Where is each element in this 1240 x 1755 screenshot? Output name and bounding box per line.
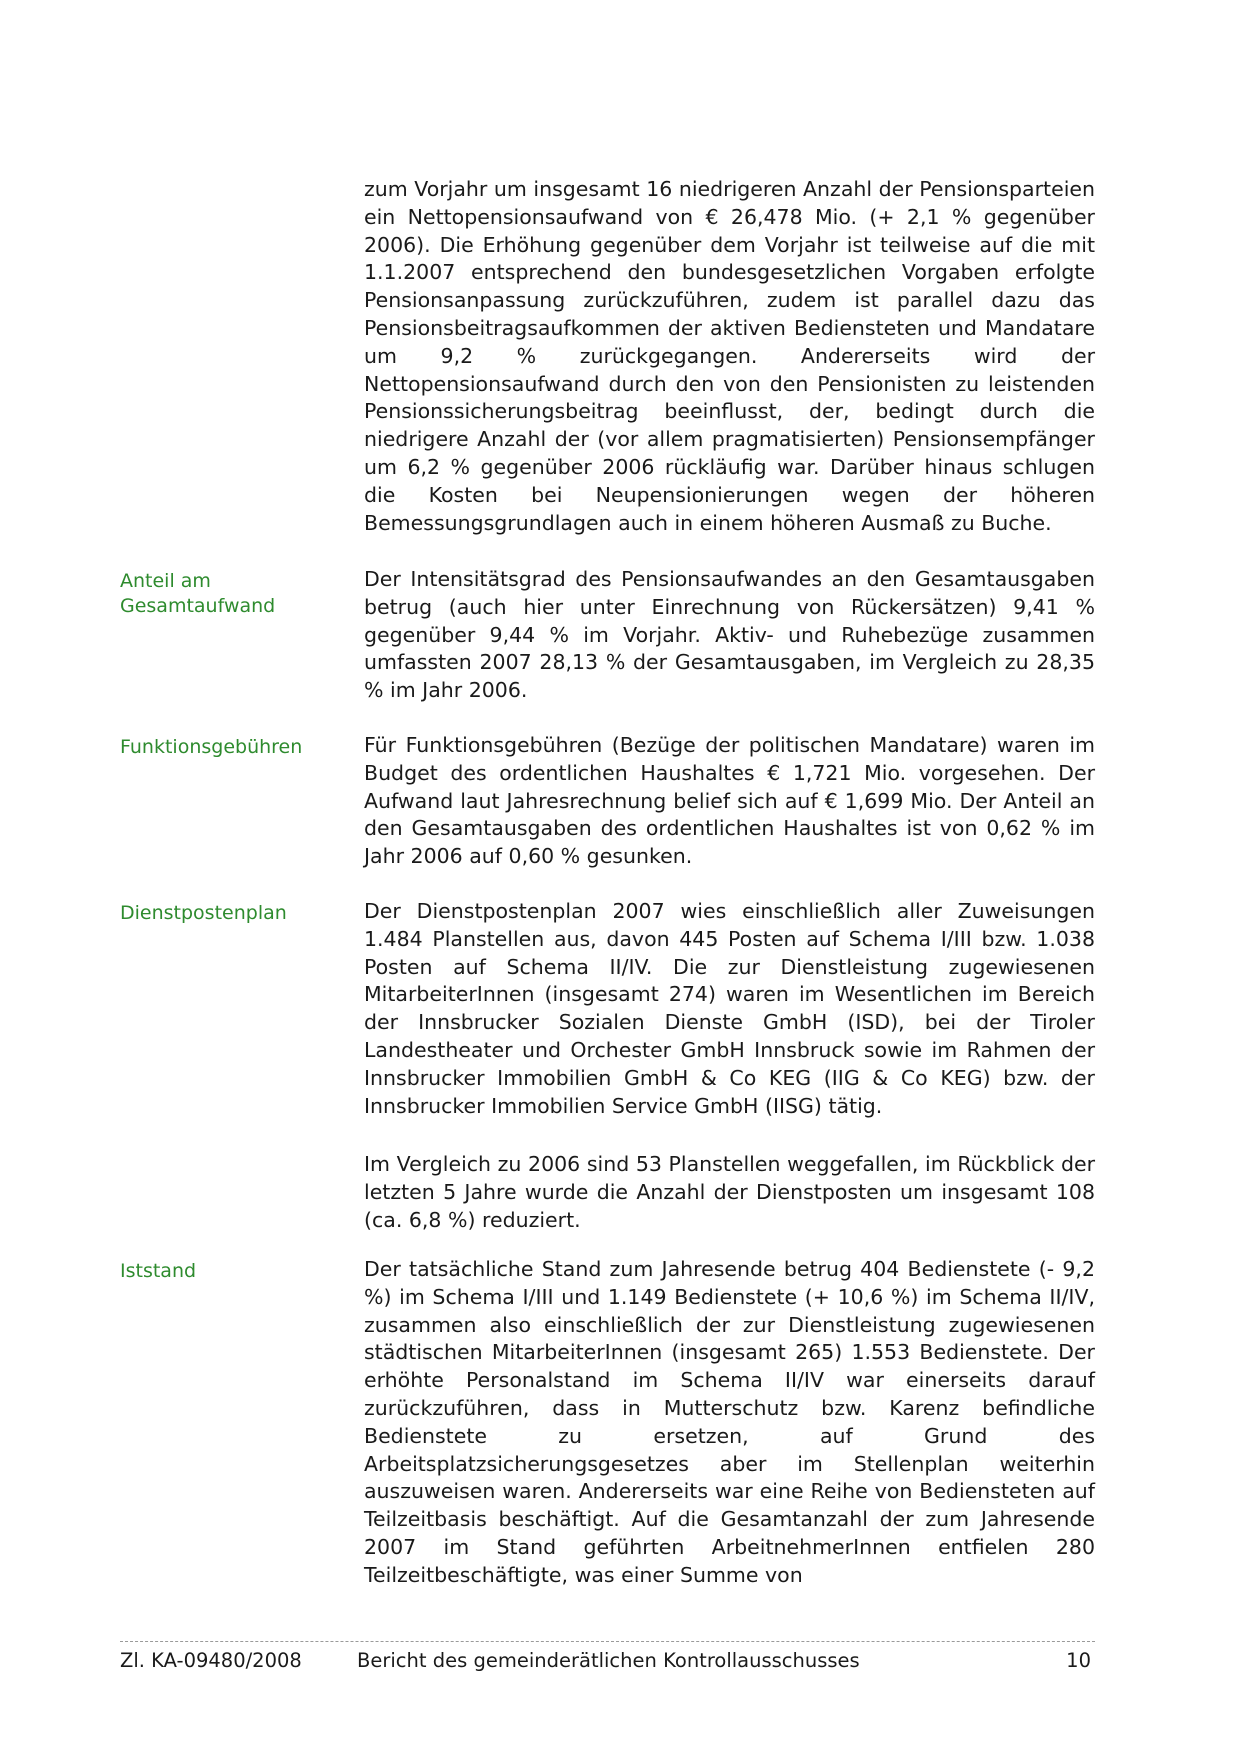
paragraph-pensionsaufwand: zum Vorjahr um insgesamt 16 niedrigeren Anzahl der Pensionsparteien ein Nettopensionsaufwand von € 26,478 Mio. (+ 2,1 % gegenüber 2006). Die Erhöhung gegenüber dem Vorjahr ist teilweise auf die mit 1.1.2007 entsprechend den bundesgesetzlichen Vorgaben erfolgte Pensionsanpassung zurückzuführen, zudem ist parallel dazu das Pensionsbeitragsaufkommen der aktiven Bediensteten und Mandatare um 9,2 % zurückgegangen. Andererseits wird der Nettopensionsaufwand durch den von den Pensionisten zu leistenden Pensionssicherungsbeitrag beeinflusst, der, bedingt durch die niedrigere Anzahl der (vor allem pragmatisierten) Pensionsempfänger um 6,2 % gegenüber 2006 rückläufig war. Darüber hinaus schlugen die Kosten bei Neupensionierungen wegen der höheren Bemessungsgrundlagen auch in einem höheren Ausmaß zu Buche. [364, 177, 1095, 535]
side-label-anteil-line1: Anteil am [120, 570, 211, 592]
footer-title: Bericht des gemeinderätlichen Kontrollausschusses [357, 1649, 860, 1672]
footer-divider [120, 1641, 1095, 1642]
side-label-dienstpostenplan: Dienstpostenplan [120, 902, 287, 924]
page-number: 10 [1066, 1649, 1091, 1672]
footer-reference: Zl. KA-09480/2008 [120, 1649, 302, 1672]
side-label-anteil-line2: Gesamtaufwand [120, 595, 276, 617]
paragraph-vergleich: Im Vergleich zu 2006 sind 53 Planstellen weggefallen, im Rückblick der letzten 5 Jahre wurde die Anzahl der Dienstposten um insgesamt 108 (ca. 6,8 %) reduziert. [364, 1152, 1095, 1232]
side-label-anteil [120, 569, 340, 619]
paragraph-iststand: Der tatsächliche Stand zum Jahresende betrug 404 Bedienstete (- 9,2 %) im Schema I/III und 1.149 Bedienstete (+ 10,6 %) im Schema II/IV, zusammen also einschließlich der zur Dienstleistung zugewiesenen städtischen MitarbeiterInnen (insgesamt 265) 1.553 Bedienstete. Der erhöhte Personalstand im Schema II/IV war einerseits darauf zurückzuführen, dass in Mutterschutz bzw. Karenz befindliche Bedienstete zu ersetzen, auf Grund des Arbeitsplatzsicherungsgesetzes aber im Stellenplan weiterhin auszuweisen waren. Andererseits war eine Reihe von Bediensteten auf Teilzeitbasis beschäftigt. Auf die Gesamtanzahl der zum Jahresende 2007 im Stand geführten ArbeitnehmerInnen entfielen 280 Teilzeitbeschäftigte, was einer Summe von [364, 1257, 1095, 1587]
paragraph-anteil: Der Intensitätsgrad des Pensionsaufwandes an den Gesamtausgaben betrug (auch hier unter Einrechnung von Rückersätzen) 9,41 % gegenüber 9,44 % im Vorjahr. Aktiv- und Ruhebezüge zusammen umfassten 2007 28,13 % der Gesamtausgaben, im Vergleich zu 28,35 % im Jahr 2006. [364, 567, 1095, 703]
side-label-iststand: Iststand [120, 1260, 197, 1282]
paragraph-dienstpostenplan: Der Dienstpostenplan 2007 wies einschließlich aller Zuweisungen 1.484 Planstellen aus, davon 445 Posten auf Schema I/III bzw. 1.038 Posten auf Schema II/IV. Die zur Dienstleistung zugewiesenen MitarbeiterInnen (insgesamt 274) waren im Wesentlichen im Bereich der Innsbrucker Sozialen Dienste GmbH (ISD), bei der Tiroler Landestheater und Orchester GmbH Innsbruck sowie im Rahmen der Innsbrucker Immobilien GmbH & Co KEG (IIG & Co KEG) bzw. der Innsbrucker Immobilien Service GmbH (IISG) tätig. [364, 899, 1095, 1118]
side-label-funktionsgebuehren: Funktionsgebühren [120, 736, 303, 758]
paragraph-funktionsgebuehren: Für Funktionsgebühren (Bezüge der politischen Mandatare) waren im Budget des ordentlichen Haushaltes € 1,721 Mio. vorgesehen. Der Aufwand laut Jahresrechnung belief sich auf € 1,699 Mio. Der Anteil an den Gesamtausgaben des ordentlichen Haushaltes ist von 0,62 % im Jahr 2006 auf 0,60 % gesunken. [364, 733, 1095, 869]
